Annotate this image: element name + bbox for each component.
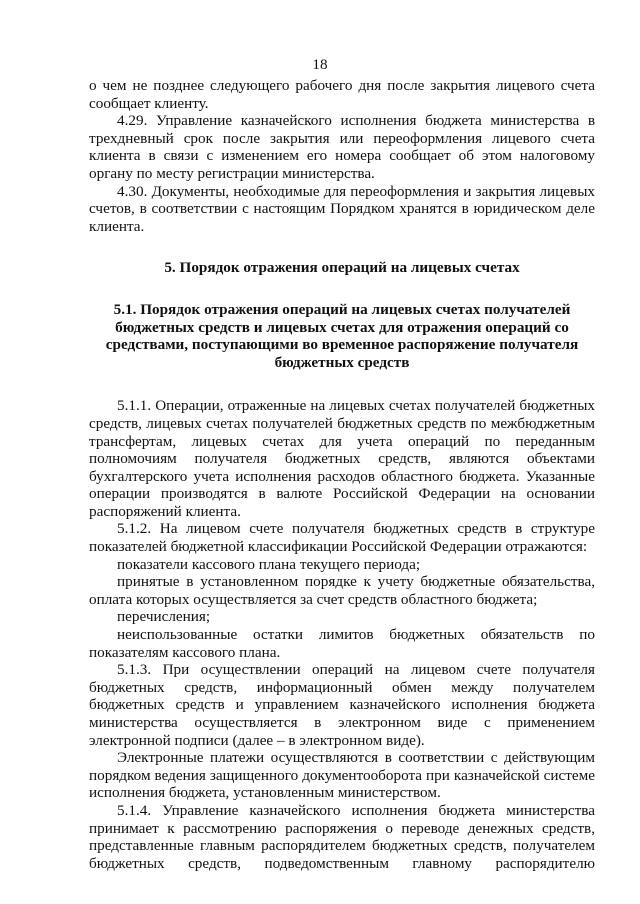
list-item: перечисления;: [117, 608, 211, 626]
section-heading: 5. Порядок отражения операций на лицевых счетах: [164, 259, 520, 277]
paragraph-5-1-3: 5.1.3. При осуществлении операций на лицевом счете получателя бюджетных средств, информационный обмен между получателем бюджетных средств и управлением казначейского исполнения бюджета министерства осуществляется в электронном виде с применением электронной подписи (далее – в электронном виде).: [89, 661, 595, 749]
paragraph-5-1-2: 5.1.2. На лицевом счете получателя бюджетных средств в структуре показателей бюджетной классификации Российской Федерации отражаются:: [89, 520, 595, 556]
paragraph-4-30: 4.30. Документы, необходимые для переоформления и закрытия лицевых счетов, в соответствии с настоящим Порядком хранятся в юридическом деле клиента.: [89, 182, 595, 235]
paragraph-5-1-1: 5.1.1. Операции, отраженные на лицевых счетах получателей бюджетных средств, лицевых счетах получателей бюджетных средств по межбюджетным трансфертам, лицевых счетах для учета операций по переданным полномочиям получателя бюджетных средств, являются объектами бухгалтерского учета исполнения расходов областного бюджета. Указанные операции производятся в валюте Российской Федерации на основании распоряжений клиента.: [89, 397, 595, 520]
list-item: показатели кассового плана текущего периода;: [117, 555, 421, 573]
document-body: [89, 77, 595, 872]
paragraph-continuation: о чем не позднее следующего рабочего дня после закрытия лицевого счета сообщает клиенту.: [89, 77, 595, 112]
paragraph-4-29: 4.29. Управление казначейского исполнения бюджета министерства в трехдневный срок после закрытия или переоформления лицевого счета клиента в связи с изменением его номера сообщает об этом налоговому органу по месту регистрации министерства.: [89, 112, 595, 182]
list-item: неиспользованные остатки лимитов бюджетных обязательств по показателям кассового плана.: [89, 626, 595, 661]
list-item: принятые в установленном порядке к учету бюджетные обязательства, оплата которых осуществляется за счет средств областного бюджета;: [89, 573, 595, 608]
paragraph-5-1-4: 5.1.4. Управление казначейского исполнения бюджета министерства принимает к рассмотрению распоряжения о переводе денежных средств, представленные главным распорядителем бюджетных средств, получателем бюджетных средств, подведомственным главному распорядителю: [89, 801, 595, 872]
paragraph-electronic-payments: Электронные платежи осуществляются в соответствии с действующим порядком ведения защищенного документооборота при казначейской системе исполнения бюджета, установленным министерством.: [89, 749, 595, 802]
subsection-heading: 5.1. Порядок отражения операций на лицевых счетах получателей бюджетных средств и лицевых счетах для отражения операций со средствами, поступающими во временное распоряжение получателя бюджетных средств: [105, 300, 579, 371]
page-number: 18: [312, 56, 328, 73]
